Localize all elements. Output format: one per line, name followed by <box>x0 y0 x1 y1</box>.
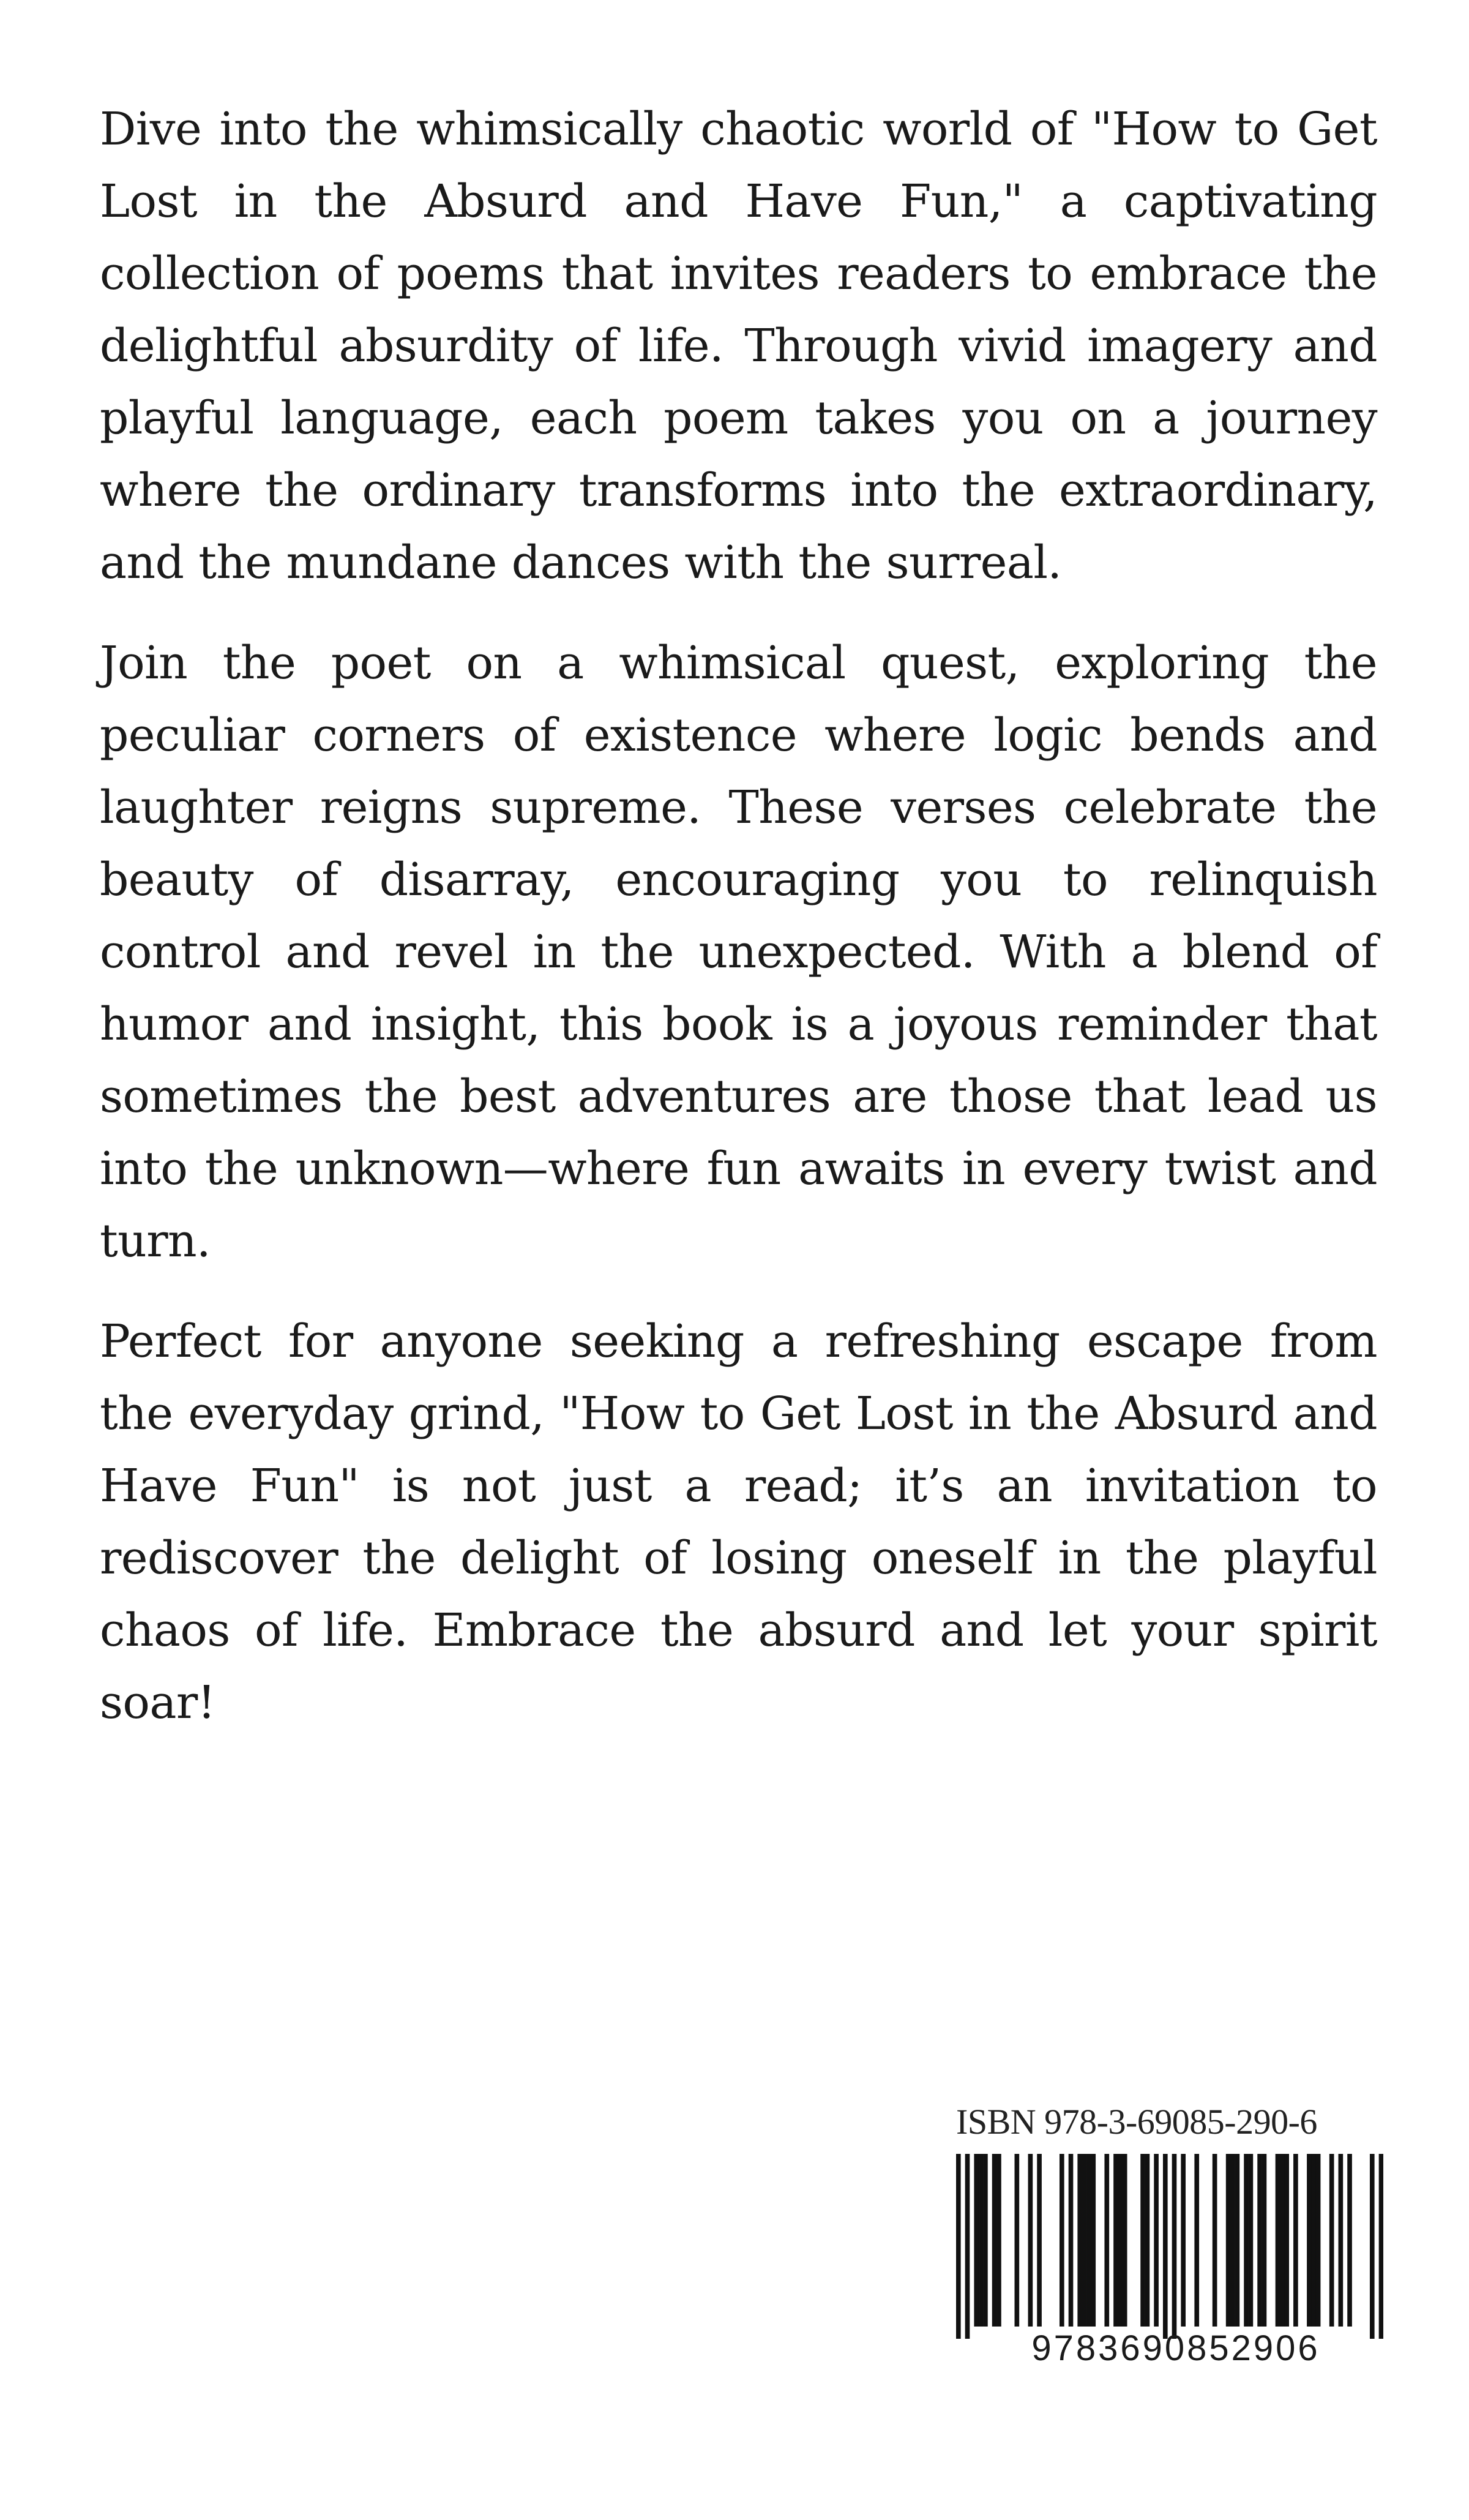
barcode-bar <box>1194 2154 1199 2327</box>
barcode-bar <box>1118 2154 1123 2327</box>
barcode-bar <box>1347 2154 1352 2327</box>
barcode-bar <box>1069 2154 1074 2327</box>
barcode-bar <box>1316 2154 1321 2327</box>
barcode-bar <box>1077 2154 1082 2327</box>
barcode-bar <box>1284 2154 1289 2327</box>
barcode-bar <box>1028 2154 1033 2327</box>
barcode-bar <box>1163 2154 1168 2339</box>
barcode-bar <box>956 2154 961 2339</box>
barcode-bar <box>1226 2154 1231 2327</box>
barcode-bar <box>1091 2154 1096 2327</box>
barcode-bar <box>992 2154 997 2327</box>
barcode-bar <box>1276 2154 1280 2327</box>
barcode-bar <box>1311 2154 1316 2327</box>
barcode-bar <box>1172 2154 1177 2339</box>
barcode-bar <box>1257 2154 1262 2327</box>
barcode-bar <box>1123 2154 1127 2327</box>
barcode-bar <box>1104 2154 1109 2327</box>
barcode-number: 9783690852906 <box>1031 2328 1320 2368</box>
barcode-bar <box>1262 2154 1267 2327</box>
barcode-bar <box>1307 2154 1312 2327</box>
barcode-bar <box>1249 2154 1254 2327</box>
barcode-bar <box>1015 2154 1020 2327</box>
barcode-icon <box>956 2154 1383 2339</box>
description-paragraph-1: Dive into the whimsically chaotic world of "How to Get Lost in the Absurd and Have Fun," a captivating collection of poems that invites readers to embrace the delightful absurdity of life. Through vivid imagery and playful language, each poem takes you on a journey where the ordinary transforms into the extraordinary, and the mundane dances with the surreal. <box>100 103 1377 589</box>
barcode-bar <box>1213 2154 1217 2327</box>
barcode-bar <box>1145 2154 1150 2327</box>
book-description <box>100 93 1377 1767</box>
barcode-bar <box>1113 2154 1118 2327</box>
barcode-bar <box>1370 2154 1375 2339</box>
barcode-bar <box>1244 2154 1249 2327</box>
barcode-bar <box>983 2154 988 2327</box>
barcode-bar <box>1140 2154 1145 2327</box>
barcode-bar <box>1329 2154 1334 2327</box>
barcode-bar <box>1037 2154 1042 2327</box>
barcode-bar <box>1082 2154 1087 2327</box>
barcode-bar <box>1293 2154 1298 2327</box>
description-paragraph-3: Perfect for anyone seeking a refreshing escape from the everyday grind, "How to Get Lost in the Absurd and Have Fun" is not just a read; it’s an invitation to rediscover the delight of losing oneself in the playful chaos of life. Embrace the absurd and let your spirit soar! <box>100 1315 1377 1729</box>
barcode-bar <box>979 2154 984 2327</box>
isbn-label: ISBN 978-3-69085-290-6 <box>956 2102 1317 2142</box>
barcode-bar <box>965 2154 970 2339</box>
isbn-barcode-block <box>952 2057 1394 2378</box>
barcode-bar <box>996 2154 1001 2327</box>
barcode-bar <box>1339 2154 1344 2327</box>
barcode-bar <box>1181 2154 1186 2327</box>
barcode-bar <box>1379 2154 1383 2339</box>
description-paragraph-2: Join the poet on a whimsical quest, exploring the peculiar corners of existence where logic bends and laughter reigns supreme. These verses celebrate the beauty of disarray, encouraging you to relinquish control and revel in the unexpected. With a blend of humor and insight, this book is a joyous reminder that sometimes the best adventures are those that lead us into the unknown—where fun awaits in every twist and turn. <box>100 637 1377 1267</box>
barcode-bar <box>1230 2154 1235 2327</box>
barcode-bar <box>1235 2154 1240 2327</box>
barcode-bar <box>974 2154 979 2327</box>
barcode-bar <box>1280 2154 1285 2327</box>
barcode-bar <box>1086 2154 1091 2327</box>
barcode-bar <box>1060 2154 1064 2327</box>
barcode-bar <box>1154 2154 1159 2327</box>
